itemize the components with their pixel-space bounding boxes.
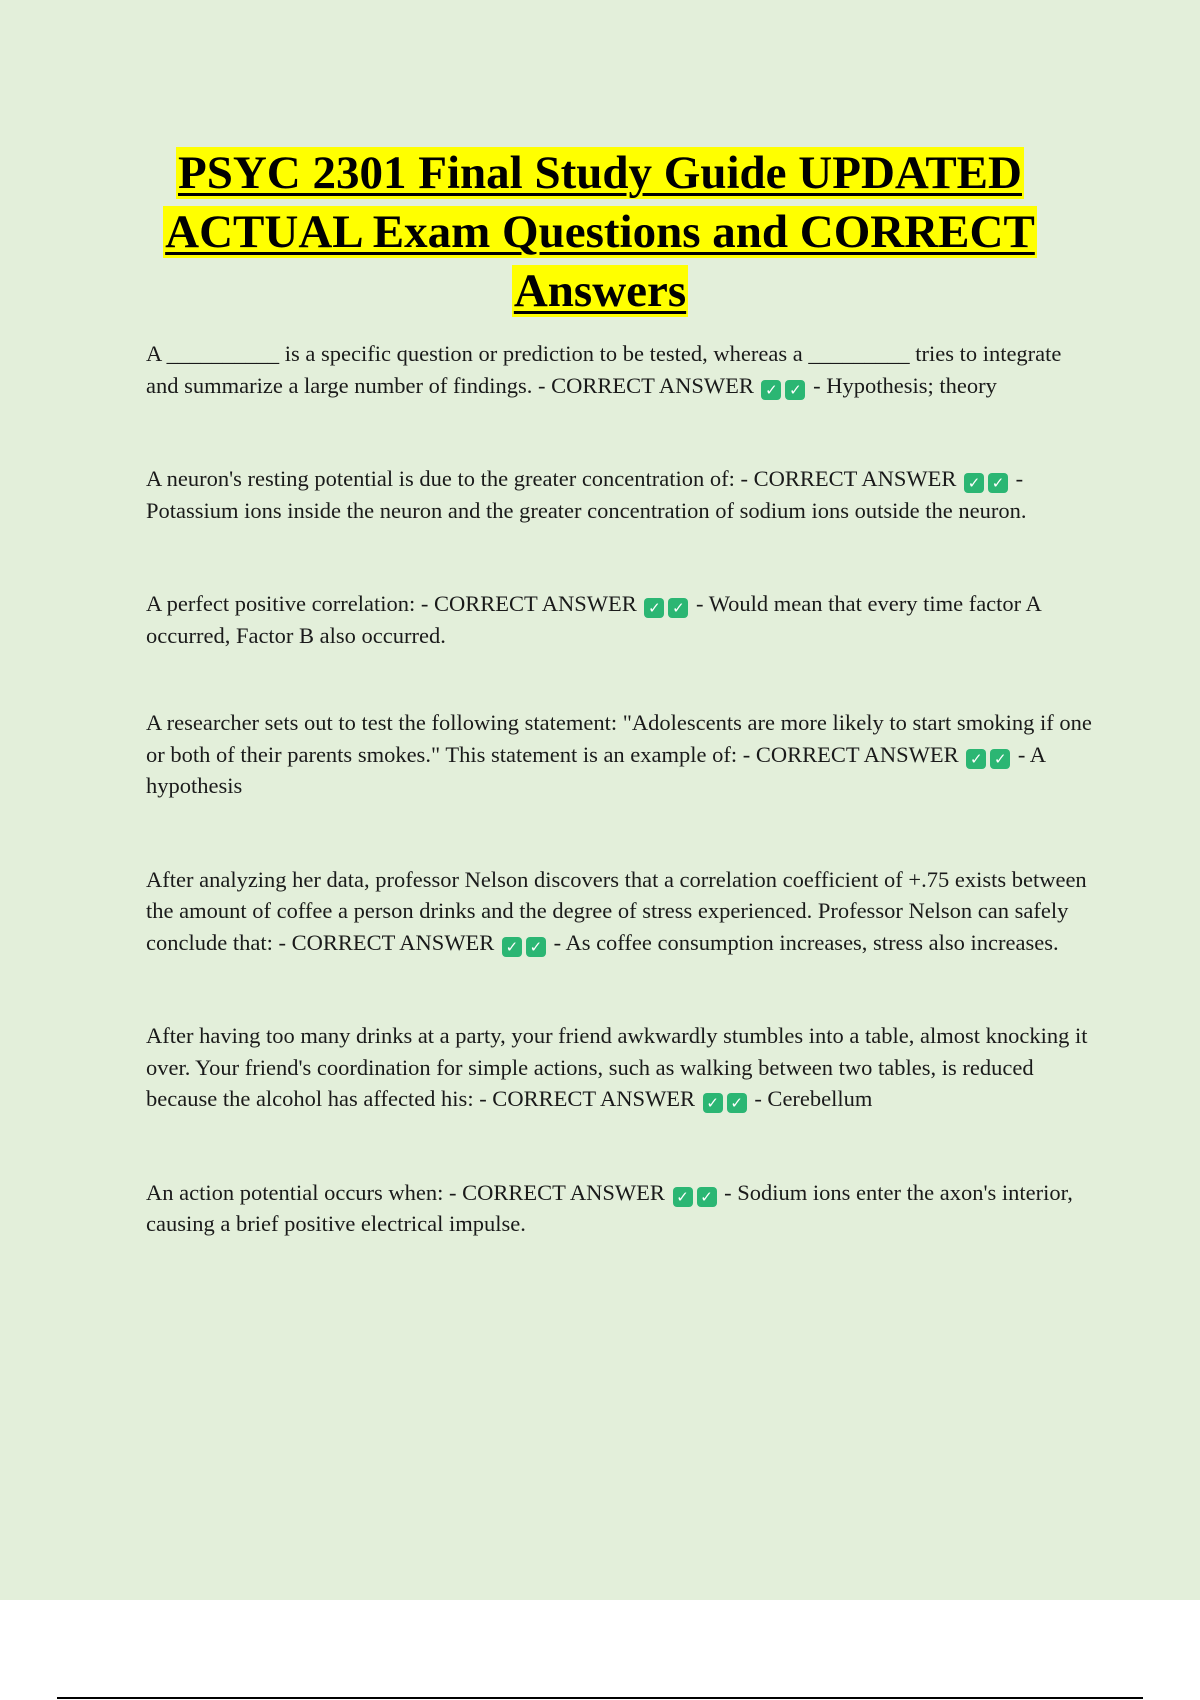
check-box-icon: ✓ [990, 749, 1010, 769]
check-box-icon: ✓ [668, 598, 688, 618]
qa-question: A researcher sets out to test the following statement: "Adolescents are more likely to start smoking if one or both of their parents smokes." This statement is an example of: - CORRECT ANSWER [146, 710, 1092, 767]
check-box-icon: ✓ [964, 473, 984, 493]
qa-question: An action potential occurs when: - CORRECT ANSWER [146, 1179, 665, 1205]
qa-item-7 [146, 1177, 1096, 1240]
check-box-icon: ✓ [785, 380, 805, 400]
qa-answer: - Hypothesis; theory [813, 372, 997, 398]
check-box-icon: ✓ [644, 598, 664, 618]
check-box-icon: ✓ [727, 1093, 747, 1113]
qa-answer: - A hypothesis [146, 741, 1045, 798]
qa-answer: - As coffee consumption increases, stress also increases. [553, 929, 1059, 955]
qa-answer: - Potassium ions inside the neuron and the greater concentration of sodium ions outside the neuron. [146, 466, 1027, 523]
qa-item-2 [146, 463, 1096, 526]
check-box-icon: ✓ [673, 1187, 693, 1207]
qa-answer: - Sodium ions enter the axon's interior, causing a brief positive electrical impulse. [146, 1179, 1073, 1236]
qa-question: After analyzing her data, professor Nelson discovers that a correlation coefficient of +.75 exists between the amount of coffee a person drinks and the degree of stress experienced. Professor Nelson can safely conclude that: - CORRECT ANSWER [146, 866, 1087, 955]
qa-question: After having too many drinks at a party, your friend awkwardly stumbles into a table, almost knocking it over. Your friend's coordination for simple actions, such as walking between two tables, is reduced because the alcohol has affected his: - CORRECT ANSWER [146, 1023, 1088, 1111]
qa-question: A neuron's resting potential is due to the greater concentration of: - CORRECT ANSWER [146, 466, 957, 491]
page-title-text: PSYC 2301 Final Study Guide UPDATED ACTUAL Exam Questions and CORRECT Answers [165, 147, 1035, 317]
qa-item-3 [146, 588, 1096, 651]
qa-item-5 [146, 864, 1096, 959]
check-box-icon: ✓ [703, 1093, 723, 1113]
footer-divider [57, 1697, 1143, 1699]
page-title [100, 144, 1100, 321]
check-box-icon: ✓ [966, 749, 986, 769]
qa-item-4 [146, 707, 1096, 802]
qa-item-6 [146, 1020, 1096, 1115]
check-box-icon: ✓ [502, 937, 522, 957]
check-box-icon: ✓ [988, 473, 1008, 493]
qa-list [146, 338, 1096, 1302]
check-box-icon: ✓ [697, 1187, 717, 1207]
title-block [100, 144, 1100, 321]
qa-question: A __________ is a specific question or prediction to be tested, whereas a _________ tries to integrate and summarize a large number of findings. - CORRECT ANSWER [146, 341, 1062, 398]
qa-item-1 [146, 338, 1096, 401]
check-box-icon: ✓ [526, 937, 546, 957]
check-box-icon: ✓ [761, 380, 781, 400]
qa-answer: - Would mean that every time factor A occurred, Factor B also occurred. [146, 591, 1041, 648]
qa-answer: - Cerebellum [754, 1086, 873, 1111]
qa-question: A perfect positive correlation: - CORRECT ANSWER [146, 591, 637, 616]
